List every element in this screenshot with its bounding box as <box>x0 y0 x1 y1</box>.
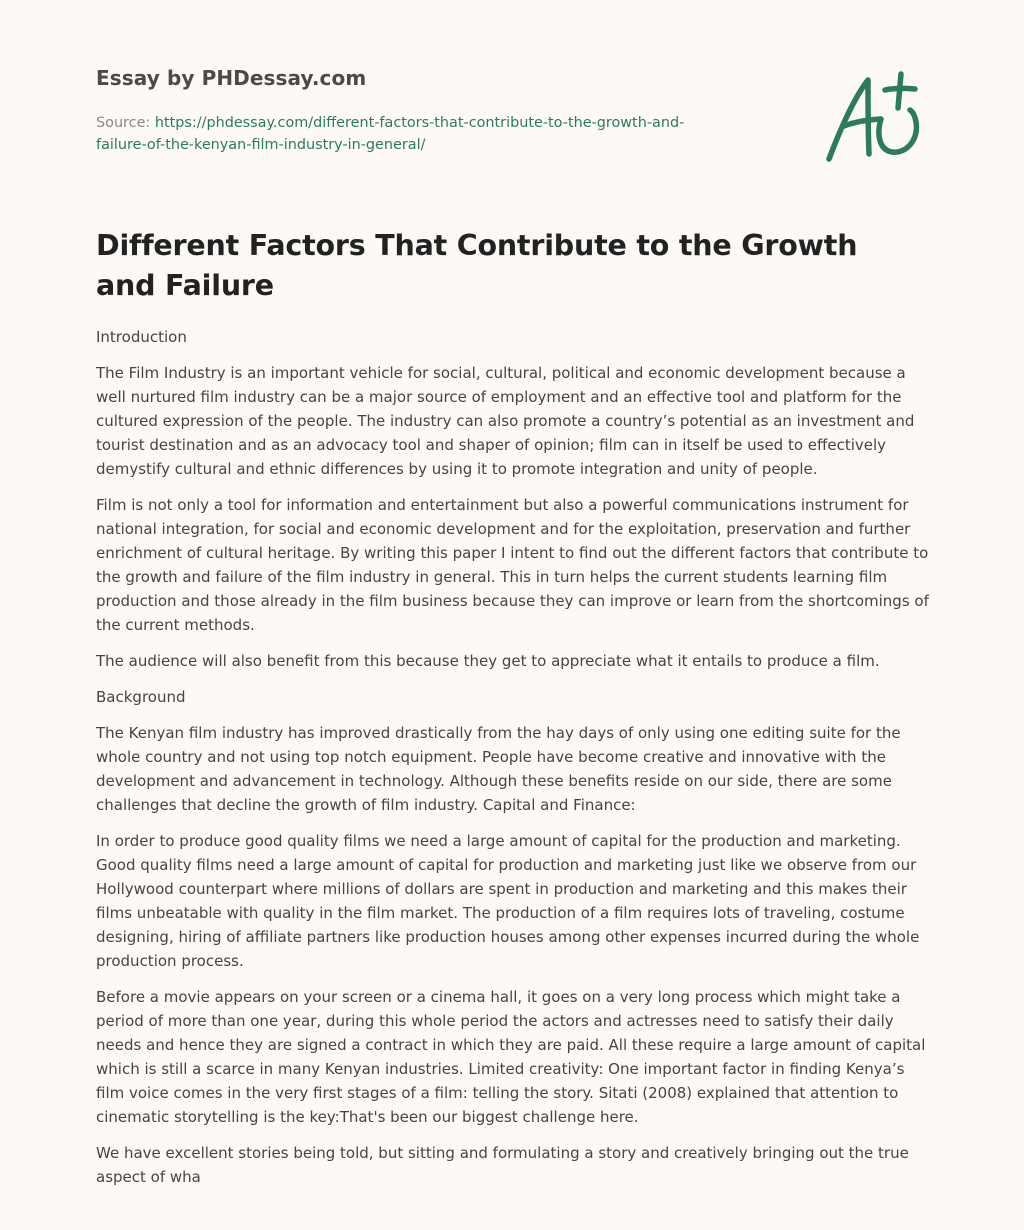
essay-body <box>96 325 932 1201</box>
body-paragraph: We have excellent stories being told, but sitting and formulating a story and creatively bringing out the true aspect of wha <box>96 1144 909 1186</box>
a-plus-logo-icon <box>818 68 928 166</box>
section-heading-introduction: Introduction <box>96 328 187 346</box>
source-line <box>96 112 756 156</box>
source-link-line-2: failure-of-the-kenyan-film-industry-in-general/ <box>96 137 426 153</box>
source-link-line-1: https://phdessay.com/different-factors-that-contribute-to-the-growth-and- <box>154 115 685 131</box>
source-link[interactable] <box>96 115 684 153</box>
body-paragraph: Film is not only a tool for information and entertainment but also a powerful communications instrument for national integration, for social and economic development and for the exploitation, preservation and further enrichment of cultural heritage. By writing this paper I intent to find out the different factors that contribute to the growth and failure of the film industry in general. This in turn helps the current students learning film production and those already in the film business because they can improve or learn from the shortcomings of the current methods. <box>96 496 929 634</box>
site-title: Essay by PHDessay.com <box>96 66 367 90</box>
section-heading-background: Background <box>96 688 186 706</box>
body-paragraph: The Film Industry is an important vehicle for social, cultural, political and economic development because a well nurtured film industry can be a major source of employment and an effective tool and platform for the cultured expression of the people. The industry can also promote a country’s potential as an investment and tourist destination and as an advocacy tool and shaper of opinion; film can in itself be used to effectively demystify cultural and ethnic differences by using it to promote integration and unity of people. <box>96 364 915 478</box>
body-paragraph: The Kenyan film industry has improved drastically from the hay days of only using one editing suite for the whole country and not using top notch equipment. People have become creative and innovative with the development and advancement in technology. Although these benefits reside on our side, there are some challenges that decline the growth of film industry. Capital and Finance: <box>96 724 901 814</box>
essay-title: Different Factors That Contribute to the Growth and Failure <box>96 229 858 302</box>
body-paragraph: In order to produce good quality films we need a large amount of capital for the production and marketing. Good quality films need a large amount of capital for production and marketing just like we observe from our Hollywood counterpart where millions of dollars are spent in production and marketing and this makes their films unbeatable with quality in the film market. The production of a film requires lots of traveling, costume designing, hiring of affiliate partners like production houses among other expenses incurred during the whole production process. <box>96 832 920 970</box>
body-paragraph: Before a movie appears on your screen or a cinema hall, it goes on a very long process which might take a period of more than one year, during this whole period the actors and actresses need to satisfy their daily needs and hence they are signed a contract in which they are paid. All these require a large amount of capital which is still a scarce in many Kenyan industries. Limited creativity: One important factor in finding Kenya’s film voice comes in the very first stages of a film: telling the story. Sitati (2008) explained that attention to cinematic storytelling is the key:That's been our biggest challenge here. <box>96 988 926 1126</box>
source-label: Source: <box>96 115 151 131</box>
body-paragraph: The audience will also benefit from this because they get to appreciate what it entails to produce a film. <box>96 652 880 670</box>
